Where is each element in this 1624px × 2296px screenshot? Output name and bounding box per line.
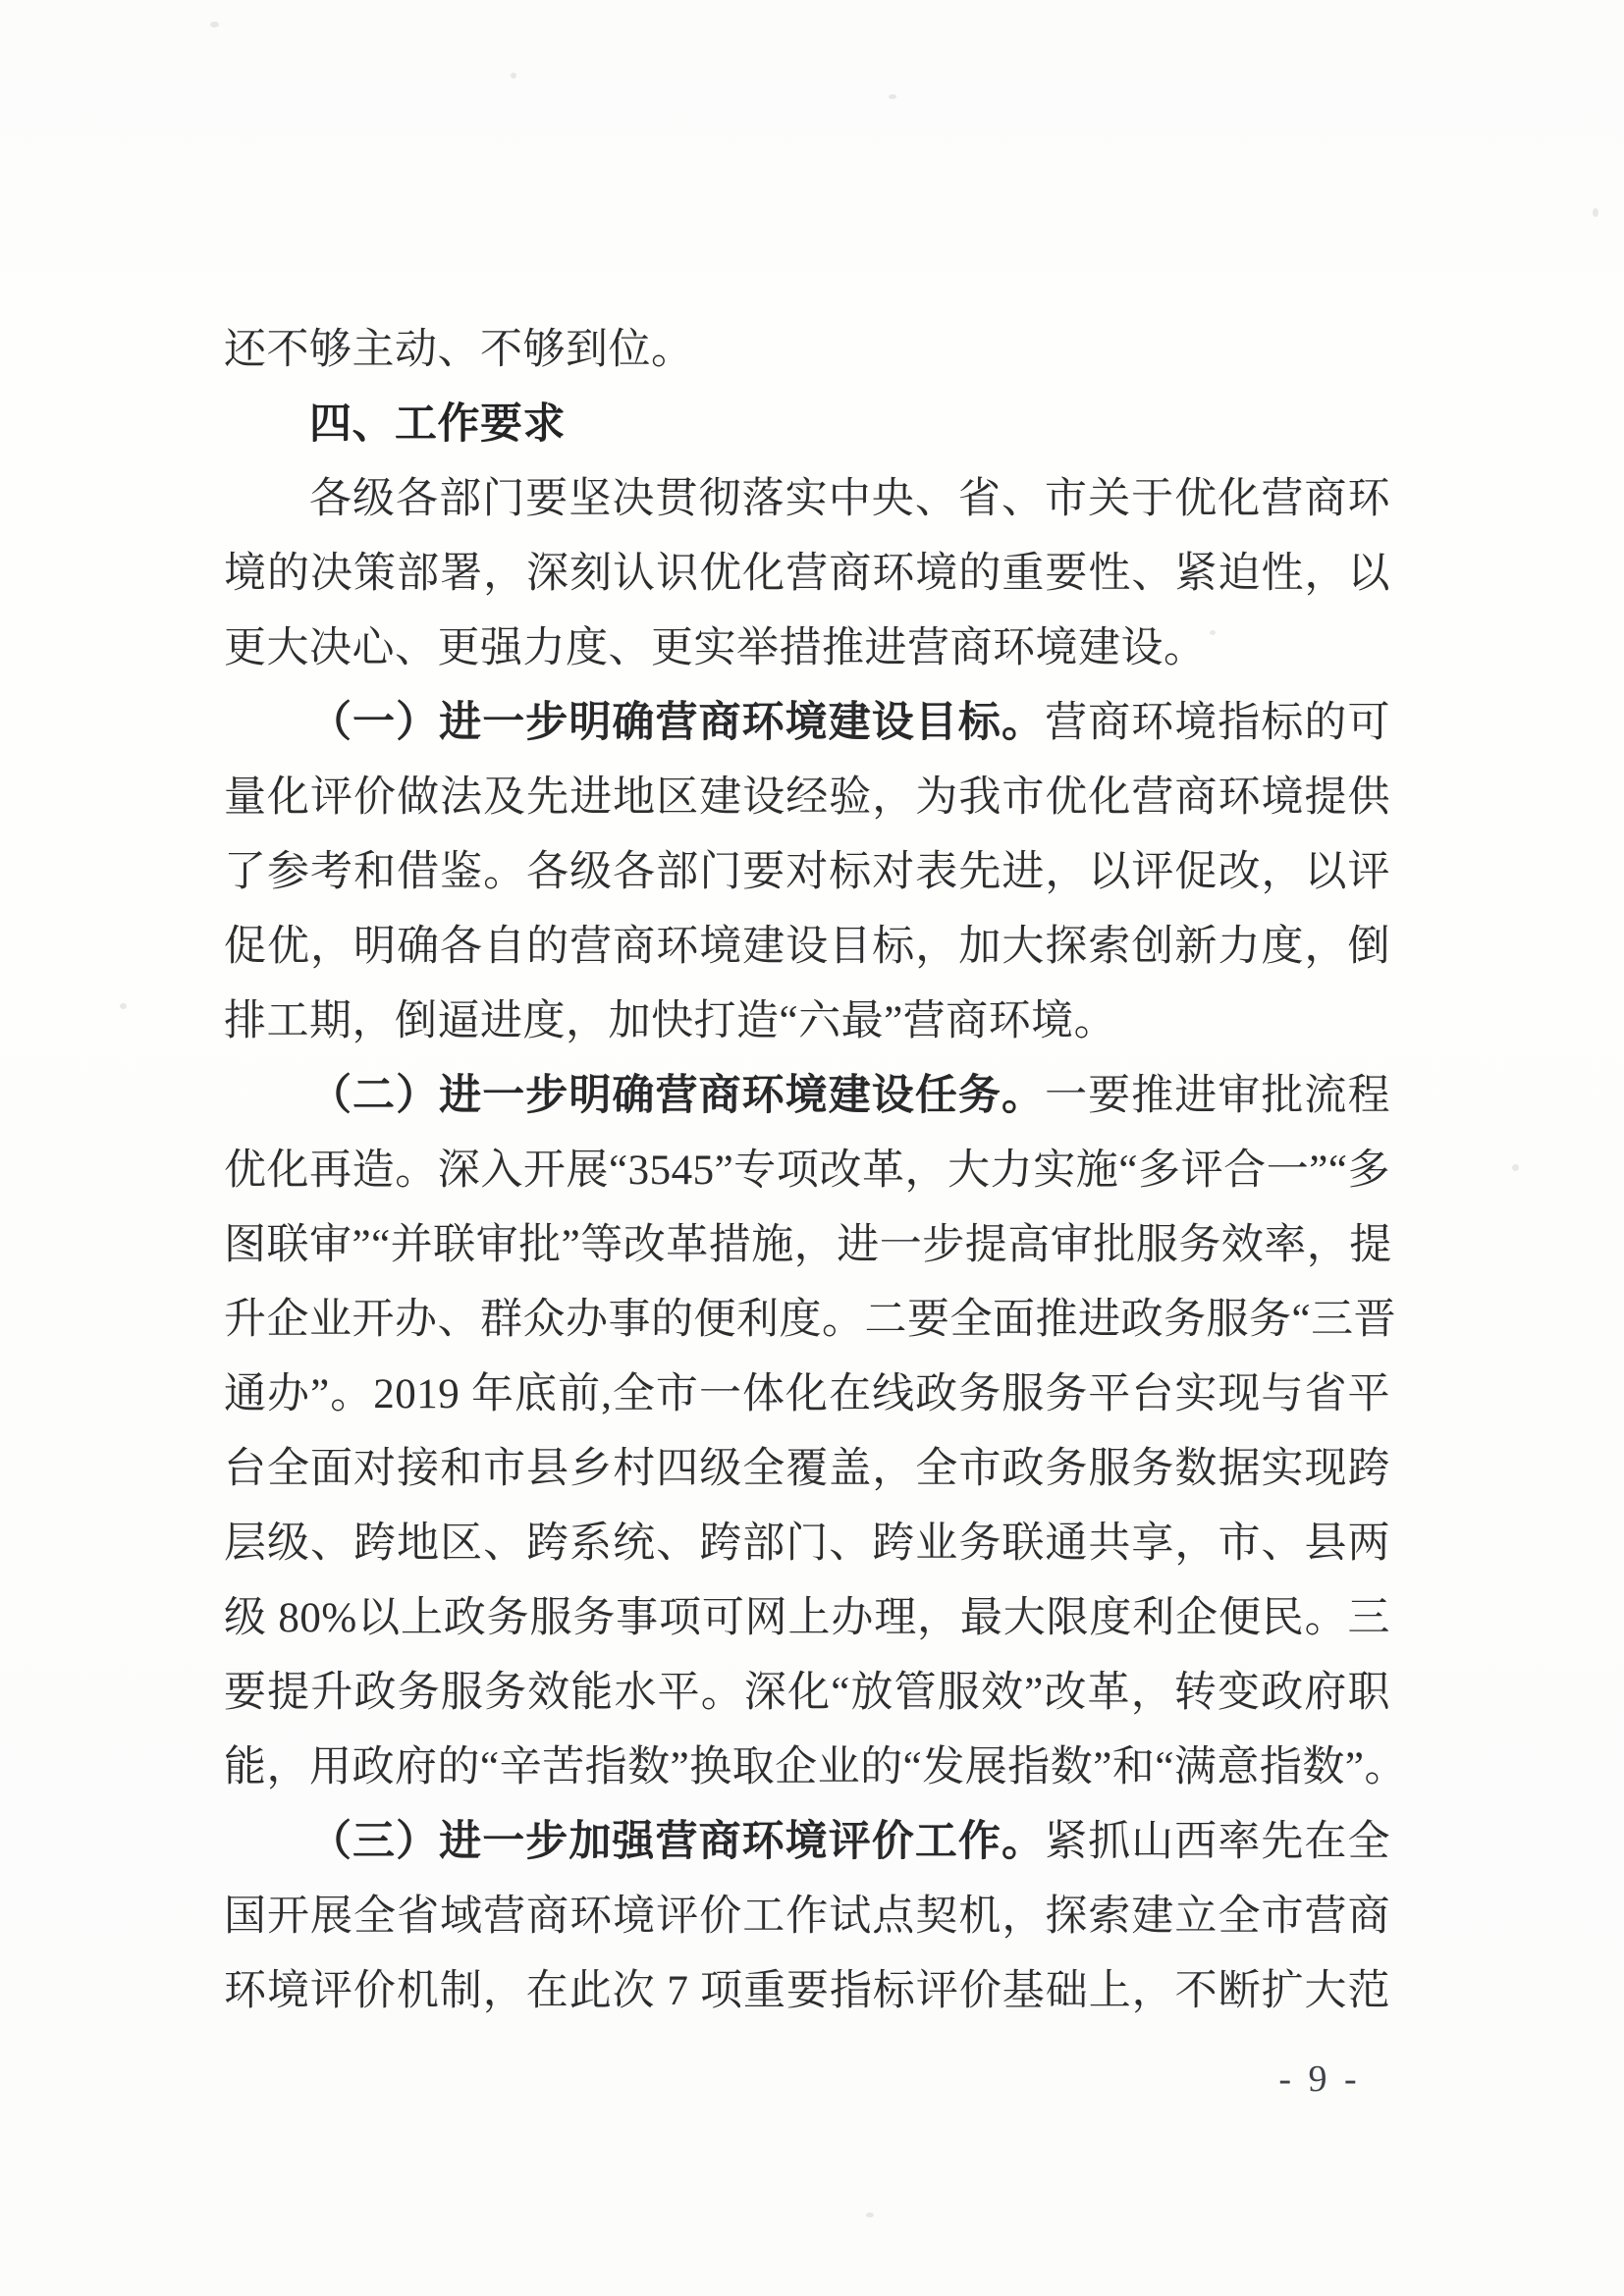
text-line	[224, 686, 1390, 761]
scan-speck	[210, 22, 219, 27]
text-line: 各级各部门要坚决贯彻落实中央、省、市关于优化营商环	[309, 476, 1390, 522]
line-text: 营商环境指标的可	[1045, 700, 1390, 746]
text-line: 能，用政府的“辛苦指数”换取企业的“发展指数”和“满意指数”。	[224, 1744, 1408, 1790]
page-number: - 9 -	[1278, 2058, 1361, 2100]
scan-speck	[866, 2213, 874, 2217]
text-line: 层级、跨地区、跨系统、跨部门、跨业务联通共享，市、县两	[224, 1521, 1390, 1567]
scan-speck	[1512, 1164, 1519, 1171]
text-line	[224, 1805, 1390, 1880]
paragraph-lead: （一）进一步明确营商环境建设目标。	[309, 700, 1046, 746]
scan-speck	[1593, 208, 1598, 217]
text-line: 升企业开办、群众办事的便利度。二要全面推进政务服务“三晋	[224, 1297, 1397, 1343]
text-line: 要提升政务服务效能水平。深化“放管服效”改革，转变政府职	[224, 1670, 1390, 1716]
text-line: 优化再造。深入开展“3545”专项改革，大力实施“多评合一”“多	[224, 1148, 1390, 1194]
text-line: 了参考和借鉴。各级各部门要对标对表先进，以评促改，以评	[224, 849, 1390, 895]
scan-speck	[120, 1003, 127, 1009]
paragraph-lead: （三）进一步加强营商环境评价工作。	[309, 1819, 1046, 1865]
text-line	[224, 1059, 1390, 1134]
scan-speck	[511, 73, 516, 79]
text-line: 量化评价做法及先进地区建设经验，为我市优化营商环境提供	[224, 774, 1390, 821]
text-line: 通办”。2019 年底前,全市一体化在线政务服务平台实现与省平	[224, 1371, 1390, 1417]
text-block	[224, 313, 1408, 2029]
text-line: 级 80%以上政务服务事项可网上办理，最大限度利企便民。三	[224, 1595, 1390, 1641]
text-line: 台全面对接和市县乡村四级全覆盖，全市政务服务数据实现跨	[224, 1446, 1390, 1492]
text-line: 图联审”“并联审批”等改革措施，进一步提高审批服务效率，提	[224, 1222, 1392, 1268]
section-heading: 四、工作要求	[309, 401, 566, 448]
line-text: 一要推进审批流程	[1045, 1073, 1390, 1119]
paragraph-lead: （二）进一步明确营商环境建设任务。	[309, 1073, 1046, 1119]
scan-speck	[889, 94, 896, 99]
text-line: 促优，明确各自的营商环境建设目标，加大探索创新力度，倒	[224, 924, 1390, 970]
text-line: 排工期，倒逼进度，加快打造“六最”营商环境。	[224, 998, 1117, 1044]
text-line: 还不够主动、不够到位。	[224, 327, 694, 373]
text-line: 境的决策部署，深刻认识优化营商环境的重要性、紧迫性，以	[224, 551, 1390, 597]
text-line: 环境评价机制，在此次 7 项重要指标评价基础上，不断扩大范	[224, 1968, 1390, 2014]
text-line: 国开展全省域营商环境评价工作试点契机，探索建立全市营商	[224, 1894, 1390, 1940]
line-text: 紧抓山西率先在全	[1045, 1819, 1390, 1865]
text-line: 更大决心、更强力度、更实举措推进营商环境建设。	[224, 625, 1207, 671]
